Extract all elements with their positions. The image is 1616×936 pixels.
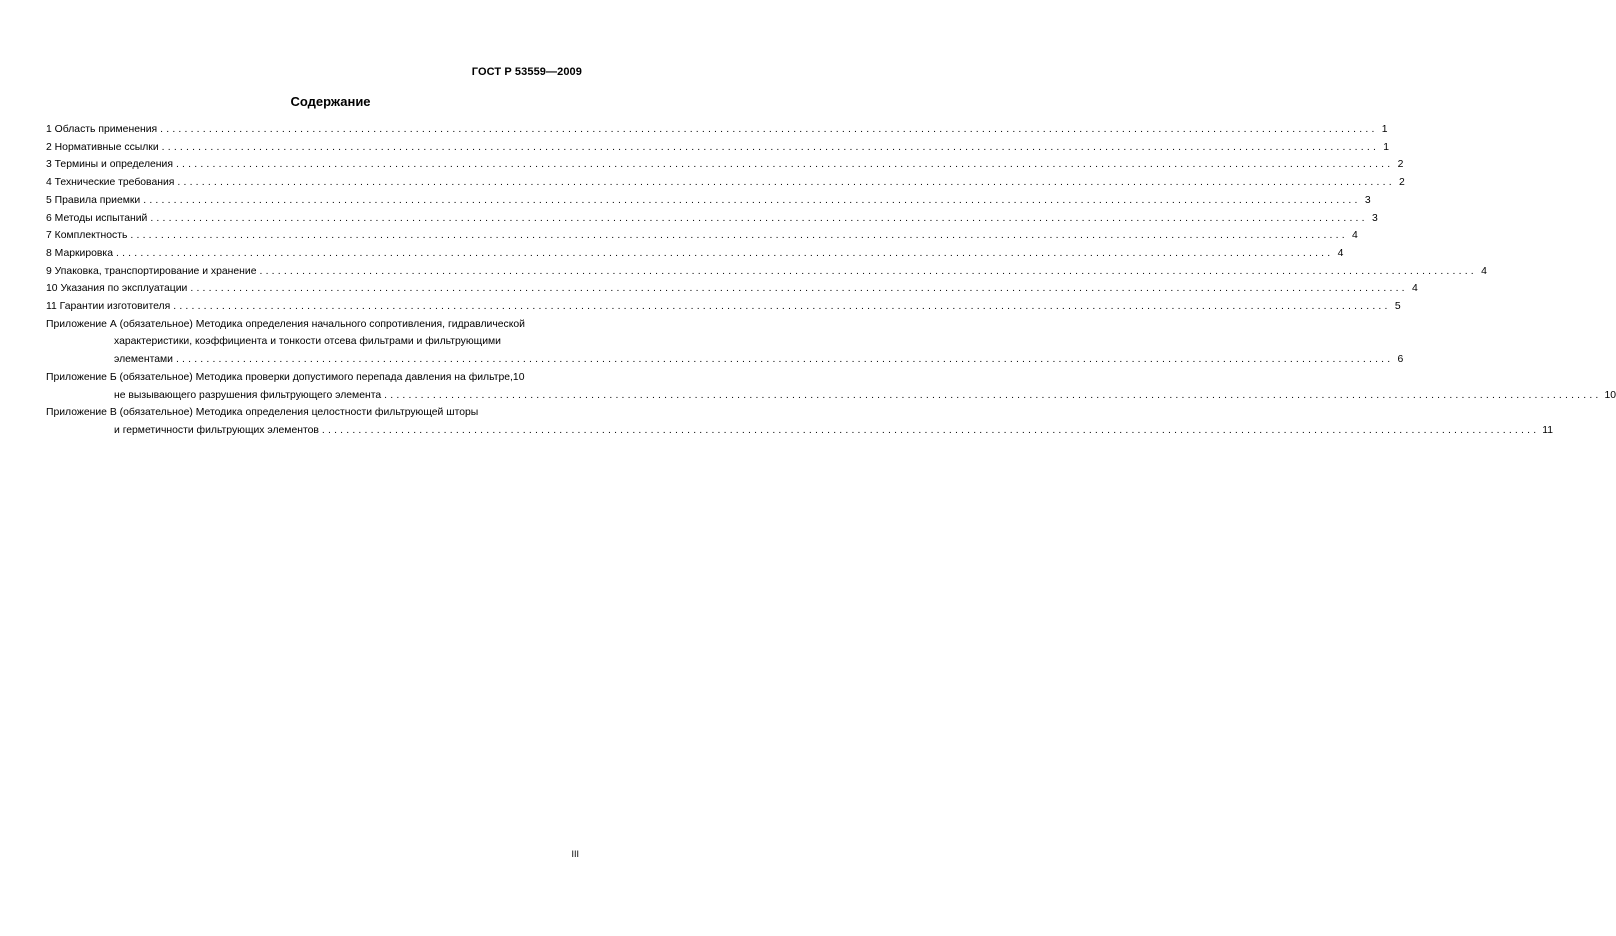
toc-entry-page: 4 — [1352, 230, 1358, 242]
toc-appendices — [46, 316, 1616, 440]
toc-entry-page: 3 — [1364, 194, 1371, 206]
toc-entry[interactable] — [46, 156, 1404, 174]
dot-leader: ........................................................................................................................................................................................................ — [143, 194, 1361, 206]
toc-entry[interactable] — [46, 192, 1371, 210]
toc-entry-label: 9 Упаковка, транспортирование и хранение — [46, 265, 257, 277]
toc-entry-label: 4 Технические требования — [46, 177, 175, 189]
appendix-last-line[interactable] — [46, 387, 1616, 405]
dot-leader: ........................................................................................................................................................................................................ — [150, 212, 1368, 224]
dot-leader: ........................................................................................................................................................................................................ — [259, 265, 1477, 277]
toc-entry[interactable] — [46, 121, 1388, 139]
toc-entry[interactable] — [46, 210, 1378, 228]
toc-entry[interactable] — [46, 280, 1418, 298]
toc-entry-page: 11 — [1542, 424, 1554, 436]
toc-entry-label: 3 Термины и определения — [46, 159, 173, 171]
toc-entry-page: 4 — [1337, 247, 1344, 259]
dot-leader: ........................................................................................................................................................................................................ — [115, 247, 1334, 259]
toc-entry[interactable] — [46, 298, 1401, 316]
toc-entry-page: 3 — [1371, 212, 1378, 224]
toc-appendix[interactable] — [46, 316, 1404, 369]
toc-entry[interactable] — [46, 245, 1344, 263]
appendix-title-continuation: характеристики, коэффициента и тонкости отсева фильтрами и фильтрующими — [114, 336, 501, 348]
appendix-title-line: Приложение А (обязательное) Методика определения начального сопротивления, гидравлической — [46, 318, 525, 330]
dot-leader: ........................................................................................................................................................................................................ — [175, 354, 1394, 366]
dot-leader: ........................................................................................................................................................................................................ — [173, 301, 1391, 313]
toc-entry[interactable] — [46, 139, 1390, 157]
toc-entry-label: 8 Маркировка — [46, 247, 113, 259]
toc-entry-page: 1 — [1383, 141, 1390, 153]
dot-leader: ........................................................................................................................................................................................................ — [161, 141, 1380, 153]
toc-entry-label: 2 Нормативные ссылки — [46, 141, 159, 153]
toc-appendix[interactable] — [46, 404, 1554, 439]
toc-entry-page: 4 — [1411, 283, 1418, 295]
toc-entry-label: элементами — [114, 354, 173, 366]
standard-code: ГОСТ Р 53559—2009 — [471, 66, 582, 78]
toc-entry[interactable] — [46, 227, 1358, 245]
toc-title: Содержание — [290, 94, 371, 109]
table-of-contents — [46, 121, 1616, 440]
dot-leader: ........................................................................................................................................................................................................ — [160, 124, 1378, 135]
toc-entry[interactable] — [46, 263, 1487, 281]
toc-entry-page: 10 — [1604, 389, 1616, 401]
toc-entries — [46, 121, 1487, 316]
toc-entry-page: 2 — [1397, 159, 1404, 171]
toc-entry-label: 11 Гарантии изготовителя — [46, 301, 171, 313]
toc-entry-label: 7 Комплектность — [46, 230, 128, 242]
toc-entry[interactable] — [46, 174, 1405, 192]
toc-entry-label: 1 Область применения — [46, 124, 158, 135]
toc-entry-page: 6 — [1397, 354, 1404, 366]
dot-leader: ........................................................................................................................................................................................................ — [177, 177, 1395, 189]
toc-entry-label: 6 Методы испытаний — [46, 212, 148, 224]
toc-entry-page: 5 — [1394, 301, 1401, 313]
toc-entry-page: 2 — [1399, 177, 1405, 189]
dot-leader: ........................................................................................................................................................................................................ — [190, 283, 1408, 295]
dot-leader: ........................................................................................................................................................................................................ — [175, 159, 1394, 171]
appendix-title-line: Приложение Б (обязательное) Методика проверки допустимого перепада давления на фильтре,10 — [46, 371, 525, 383]
appendix-last-line[interactable] — [46, 351, 1404, 369]
toc-entry-page: 4 — [1481, 265, 1487, 277]
toc-appendix[interactable] — [46, 369, 1616, 404]
toc-entry-label: и герметичности фильтрующих элементов — [114, 424, 319, 436]
toc-entry-label: не вызывающего разрушения фильтрующего элемента — [114, 389, 382, 401]
page-number: III — [571, 849, 579, 859]
dot-leader: ........................................................................................................................................................................................................ — [384, 389, 1602, 401]
appendix-last-line[interactable] — [46, 422, 1554, 440]
toc-entry-page: 1 — [1381, 124, 1388, 135]
toc-entry-label: 10 Указания по эксплуатации — [46, 283, 188, 295]
dot-leader: ........................................................................................................................................................................................................ — [321, 424, 1540, 436]
appendix-title-line: Приложение В (обязательное) Методика определения целостности фильтрующей шторы — [46, 407, 479, 419]
dot-leader: ........................................................................................................................................................................................................ — [130, 230, 1348, 242]
toc-entry-label: 5 Правила приемки — [46, 194, 141, 206]
